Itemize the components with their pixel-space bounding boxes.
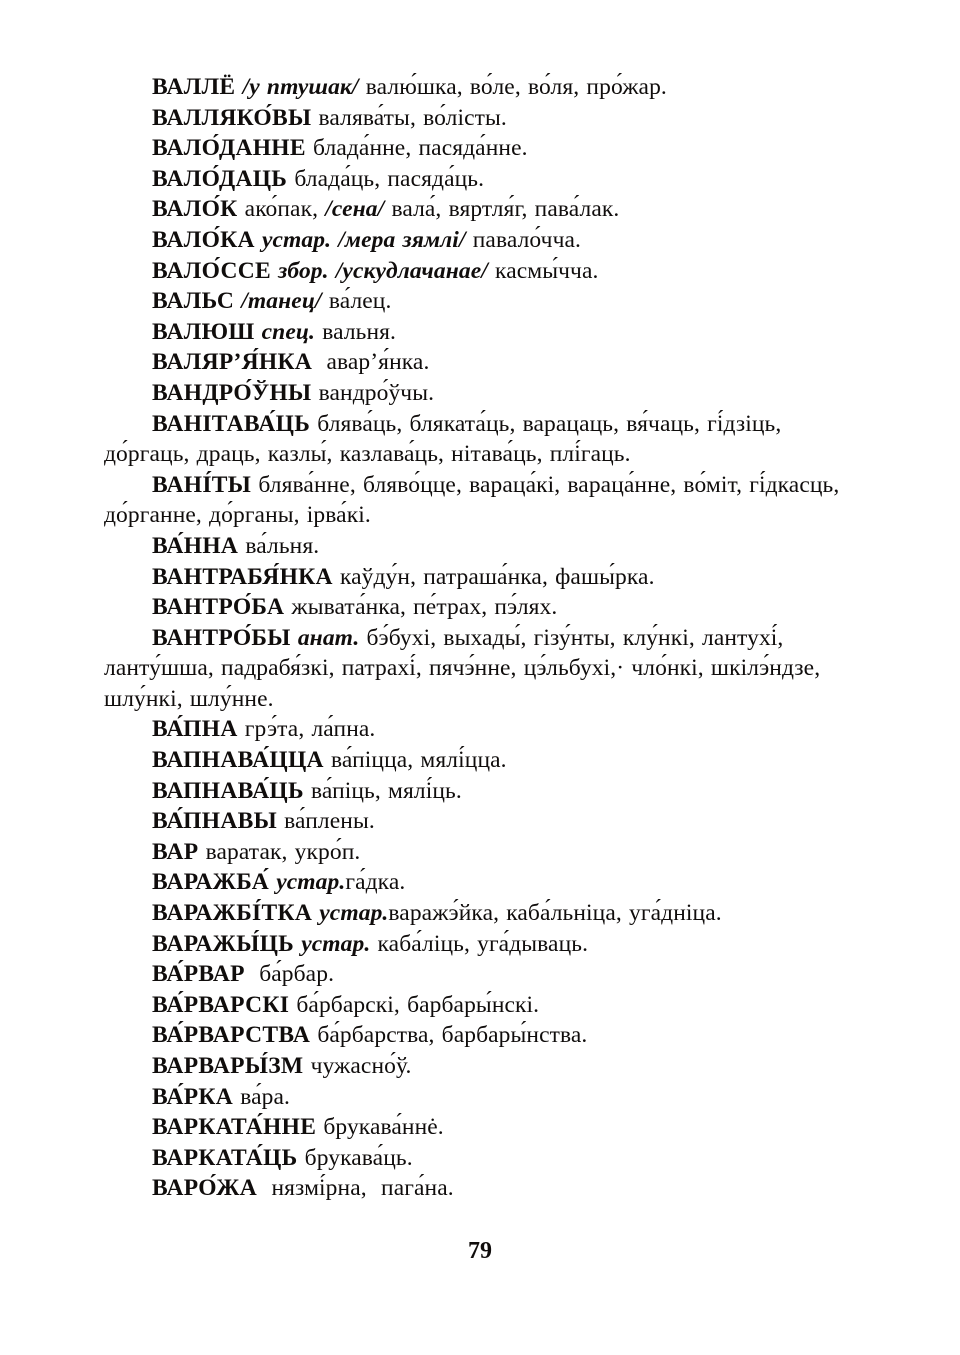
entry-list: [104, 72, 864, 1204]
entry-headword: ВА́ПНАВЫ: [152, 808, 277, 835]
entry-synonyms: брукава́ць.: [297, 1144, 413, 1171]
dictionary-entry-varkatanne: [104, 1112, 864, 1143]
entry-headword: ВАЛЛЁ: [152, 74, 236, 100]
entry-synonyms: ва́лец.: [321, 288, 392, 315]
dictionary-entry-valosse: [104, 256, 864, 287]
entry-headword: ВАРО́ЖА: [152, 1175, 258, 1202]
entry-synonyms: чужасно́ў.: [303, 1053, 412, 1079]
entry-synonyms: блада́нне, пасяда́нне.: [305, 135, 528, 162]
entry-gloss: устар.: [276, 869, 346, 896]
entry-synonyms: ба́рбарства, барбары́нства.: [310, 1022, 588, 1049]
entry-synonyms: брукава́ннė.: [316, 1114, 444, 1141]
entry-gloss: анат.: [297, 624, 360, 651]
entry-headword: ВАЛО́КА: [152, 226, 255, 253]
entry-synonyms: каўду́н, патраша́нка, фашы́рка.: [332, 563, 655, 590]
entry-headword: ВАРКАТА́ННЕ: [152, 1114, 317, 1141]
dictionary-entry-vantroba: [104, 592, 864, 623]
entry-headword: ВАЛЮШ: [152, 318, 255, 345]
entry-headword: ВА́РКА: [152, 1083, 234, 1110]
entry-synonyms: блява́ць, бляката́ць, варацаць, вя́чаць, гі́дзіць, до́ргаць, драць, казлы́, казлава́ць, нітава́ць, плі́гаць.: [104, 410, 789, 468]
entry-gloss: устар.: [301, 930, 371, 957]
entry-gloss: спец.: [261, 318, 316, 345]
entry-synonyms: валява́ты, во́лісты.: [311, 104, 507, 131]
entry-headword: ВА́РВАРСТВА: [152, 1022, 311, 1049]
dictionary-entry-vanity: [104, 470, 864, 531]
dictionary-entry-vandrouny: [104, 378, 864, 409]
entry-synonyms: бэ́бухі, выхады́, гізу́нты, клу́нкі, лантухі́, ланту́шша, падрабя́зкі, патрахі́, пячэ́нне, цэ́льбухі,· чло́нкі, шкілэ́ндзе, шлу́нкі, шлу́нне.: [104, 624, 828, 712]
entry-synonyms: ба́рбарскі, барбары́нскі.: [289, 991, 540, 1018]
entry-headword: ВАЛО́ДАЦЬ: [152, 165, 288, 192]
entry-headword: ВАРАЖБА́: [152, 869, 270, 896]
dictionary-entry-varazhyts: [104, 929, 864, 960]
entry-synonyms: каба́ліць, уга́дываць.: [370, 930, 589, 957]
dictionary-entry-vantroby: [104, 623, 864, 715]
entry-headword: ВАПНАВА́ЦЬ: [152, 777, 304, 804]
entry-headword: ВАЛО́ДАННЕ: [152, 135, 306, 162]
dictionary-entry-valok: [104, 194, 864, 225]
entry-headword: ВАЛО́К: [152, 196, 238, 223]
entry-headword: ВАНІТАВА́ЦЬ: [152, 410, 311, 437]
dictionary-entry-varazhba: [104, 867, 864, 898]
entry-headword: ВАНДРО́ЎНЫ: [152, 379, 312, 406]
entry-gloss: устар. /мера зямлі/: [261, 226, 466, 253]
entry-synonyms: вала́, вяртля́г, пава́лак.: [384, 196, 620, 223]
dictionary-entry-vapnavatstsa: [104, 745, 864, 776]
entry-space: [254, 319, 261, 345]
dictionary-entry-valodanne: [104, 133, 864, 164]
dictionary-entry-vallio: [104, 72, 864, 103]
entry-gloss: збор. /ускудлачанае/: [278, 257, 488, 284]
entry-synonyms: вальня.: [315, 318, 397, 345]
entry-synonyms: ва́піць, мялі́ць.: [303, 777, 462, 804]
dictionary-entry-varvar: [104, 959, 864, 990]
dictionary-entry-varazhbitka: [104, 898, 864, 929]
entry-synonyms: павало́чча.: [465, 226, 581, 253]
dictionary-entry-varvarski: [104, 990, 864, 1021]
entry-headword: ВА́ПНА: [152, 716, 238, 743]
entry-headword: ВАЛЯР’Я́НКА: [152, 349, 313, 376]
dictionary-entry-valoka: [104, 225, 864, 256]
entry-gloss: /у птушак/: [242, 74, 359, 100]
entry-synonyms: авар’я́нка.: [312, 349, 430, 376]
dictionary-entry-vantrabyanka: [104, 562, 864, 593]
dictionary-entry-varvarstva: [104, 1020, 864, 1051]
entry-synonyms: ва́піцца, мялі́цца.: [323, 747, 507, 774]
dictionary-entry-valyaryanka: [104, 347, 864, 378]
entry-synonyms: жывата́нка, пе́трах, пэ́лях.: [284, 594, 558, 621]
entry-headword: ВА́РВАРСКІ: [152, 991, 290, 1018]
entry-synonyms: ва́ра.: [233, 1083, 290, 1110]
entry-headword: ВАРВАРЫ́ЗМ: [152, 1053, 304, 1079]
entry-synonyms: блява́нне, бляво́цце, вараца́кі, вараца́нне, во́міт, гі́дкасць, до́рганне, до́рганы, ірва́кі.: [104, 471, 847, 529]
entry-headword: ВАРАЖЫ́ЦЬ: [152, 930, 295, 957]
entry-headword: ВАЛЬС: [152, 288, 235, 315]
entry-synonyms: ба́рбар.: [244, 961, 335, 988]
dictionary-entry-valyush: [104, 317, 864, 348]
entry-synonyms: нязмі́рна, пага́на.: [257, 1175, 454, 1202]
entry-space: [235, 74, 242, 100]
entry-headword: ВАНТРО́БЫ: [152, 624, 291, 651]
dictionary-entry-vallyakovy: [104, 103, 864, 134]
entry-headword: ВАЛО́ССЕ: [152, 257, 271, 284]
dictionary-entry-valodats: [104, 164, 864, 195]
dictionary-entry-varkatats: [104, 1143, 864, 1174]
dictionary-entry-vapnavats: [104, 776, 864, 807]
entry-headword: ВА́РВАР: [152, 961, 245, 988]
entry-headword: ВАНІ́ТЫ: [152, 471, 252, 498]
entry-synonyms-pre: ако́пак,: [237, 196, 326, 223]
entry-headword: ВАНТРО́БА: [152, 594, 285, 621]
dictionary-entry-vapna: [104, 714, 864, 745]
entry-synonyms: варатак, укро́п.: [198, 838, 361, 865]
entry-headword: ВАЛЛЯКО́ВЫ: [152, 104, 312, 131]
dictionary-entry-varozha: [104, 1173, 864, 1204]
entry-headword: ВАПНАВА́ЦЦА: [152, 747, 324, 774]
entry-headword: ВАНТРАБЯ́НКА: [152, 563, 333, 590]
entry-synonyms: ва́плены.: [276, 808, 375, 835]
entry-synonyms: касмы́чча.: [487, 257, 599, 284]
entry-gloss: /танец/: [241, 288, 322, 315]
entry-gloss: устар.: [319, 900, 389, 927]
dictionary-entry-varvaryzm: [104, 1051, 864, 1082]
entry-headword: ВАР: [152, 838, 199, 865]
entry-space: [291, 625, 298, 651]
entry-headword: ВАРАЖБІ́ТКА: [152, 900, 313, 927]
dictionary-entry-varka: [104, 1082, 864, 1113]
dictionary-entry-vapnavy: [104, 806, 864, 837]
page-number: 79: [468, 1238, 492, 1264]
dictionary-entry-vanna: [104, 531, 864, 562]
entry-synonyms: блада́ць, пасяда́ць.: [287, 165, 485, 192]
entry-gloss: /сена/: [325, 196, 385, 223]
dictionary-entry-var: [104, 837, 864, 868]
entry-synonyms: валю́шка, во́ле, во́ля, про́жар.: [358, 74, 667, 100]
entry-synonyms: грэ́та, ла́пна.: [237, 716, 376, 743]
entry-headword: ВАРКАТА́ЦЬ: [152, 1144, 298, 1171]
entry-synonyms: варажэ́йка, каба́льніца, уга́дніца.: [388, 900, 722, 927]
entry-synonyms: га́дка.: [345, 869, 406, 896]
entry-synonyms: ва́льня.: [238, 532, 320, 559]
dictionary-entry-vanitavats: [104, 409, 864, 470]
entry-synonyms: вандро́ўчы.: [311, 379, 435, 406]
dictionary-entry-vals: [104, 286, 864, 317]
entry-headword: ВА́ННА: [152, 532, 239, 559]
entry-space: [255, 227, 262, 253]
